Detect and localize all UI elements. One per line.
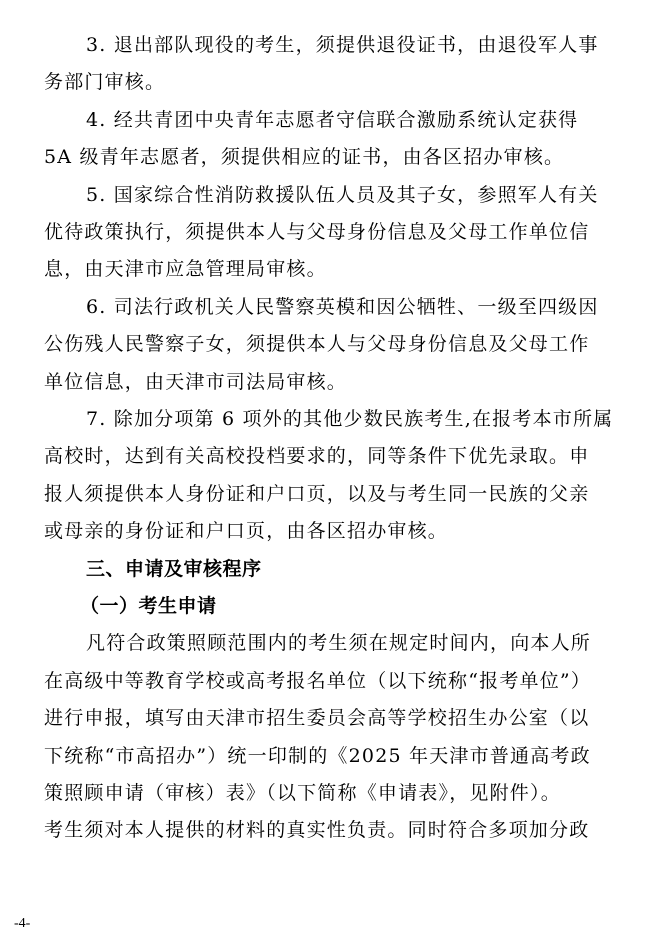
paragraph-line: 5A 级青年志愿者，须提供相应的证书，由各区招办审核。 — [44, 146, 565, 168]
page-number: -4- — [14, 916, 31, 931]
paragraph-line: 考生须对本人提供的材料的真实性负责。同时符合多项加分政 — [44, 819, 590, 841]
paragraph-line: 高校时，达到有关高校投档要求的，同等条件下优先录取。申 — [44, 445, 590, 467]
paragraph-line: 6. 司法行政机关人民警察英模和因公牺牲、一级至四级因 — [86, 296, 599, 318]
paragraph-line: 优待政策执行，须提供本人与父母身份信息及父母工作单位信 — [44, 221, 590, 243]
paragraph-line: 下统称“市高招办”）统一印制的《2025 年天津市普通高考政 — [44, 745, 591, 767]
paragraph-line: 或母亲的身份证和户口页，由各区招办审核。 — [44, 520, 449, 542]
paragraph-line: 凡符合政策照顾范围内的考生须在规定时间内，向本人所 — [86, 632, 592, 654]
paragraph-line: 4. 经共青团中央青年志愿者守信联合激励系统认定获得 — [86, 109, 579, 131]
paragraph-line: 单位信息，由天津市司法局审核。 — [44, 371, 348, 393]
paragraph-line: 在高级中等教育学校或高考报名单位（以下统称“报考单位”） — [44, 670, 592, 692]
paragraph-line: 5. 国家综合性消防救援队伍人员及其子女，参照军人有关 — [86, 184, 599, 206]
subsection-heading: （一）考生申请 — [80, 595, 217, 617]
paragraph-line: 7. 除加分项第 6 项外的其他少数民族考生,在报考本市所属 — [86, 408, 614, 430]
paragraph-line: 3. 退出部队现役的考生，须提供退役证书，由退役军人事 — [86, 34, 599, 56]
paragraph-line: 策照顾申请（审核）表》（以下简称《申请表》，见附件）。 — [44, 782, 561, 804]
paragraph-line: 进行申报，填写由天津市招生委员会高等学校招生办公室（以 — [44, 707, 590, 729]
paragraph-line: 务部门审核。 — [44, 71, 166, 93]
paragraph-line: 公伤残人民警察子女，须提供本人与父母身份信息及父母工作 — [44, 333, 590, 355]
section-heading: 三、申请及审核程序 — [86, 558, 262, 580]
paragraph-line: 息，由天津市应急管理局审核。 — [44, 258, 327, 280]
paragraph-line: 报人须提供本人身份证和户口页，以及与考生同一民族的父亲 — [44, 483, 590, 505]
